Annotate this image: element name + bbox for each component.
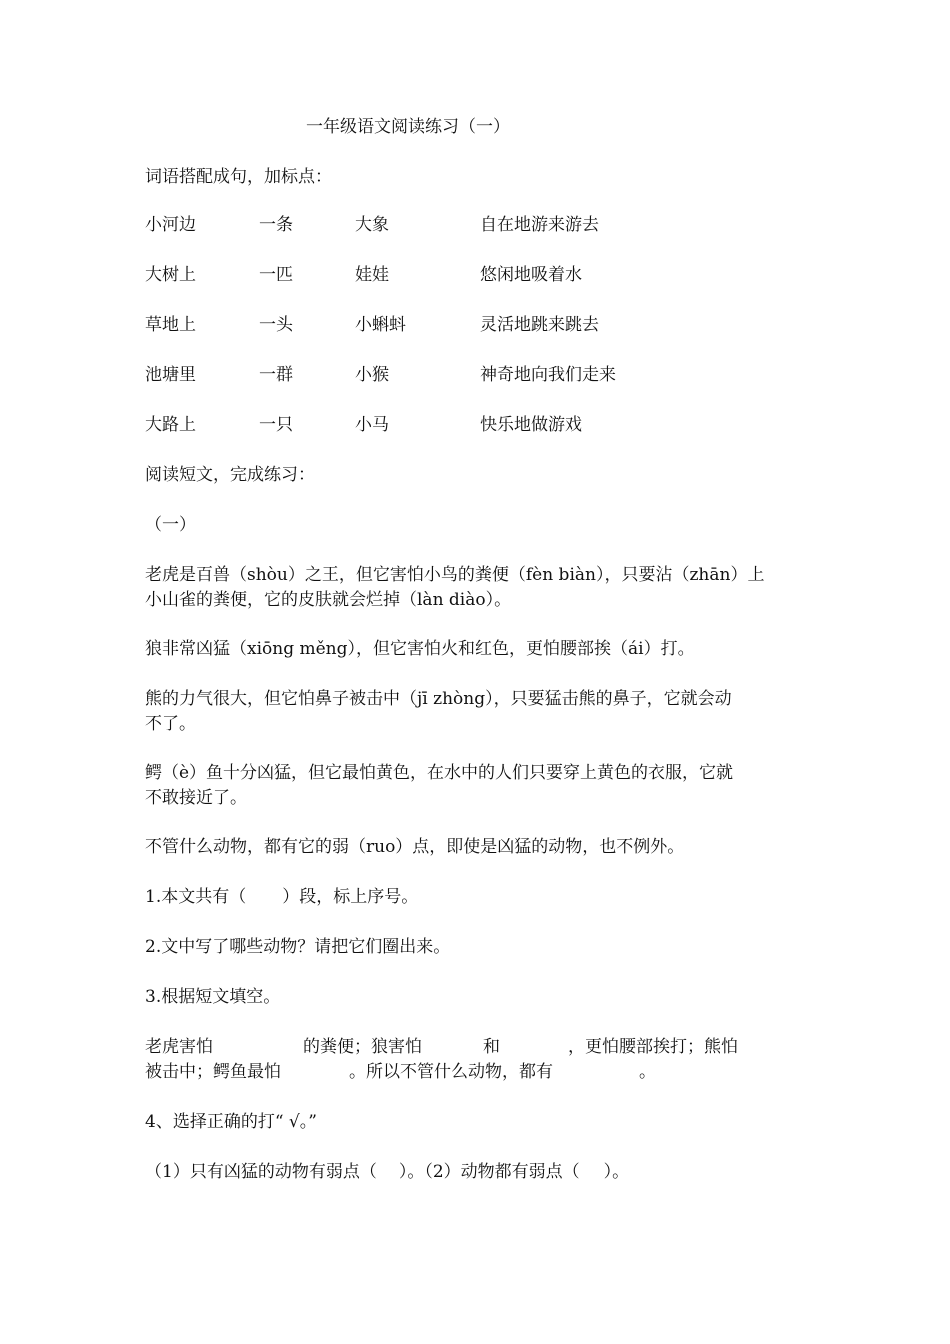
paragraph-line: 狼非常凶猛（xiōng měng），但它害怕火和红色，更怕腰部挨（ái）打。 <box>145 639 695 659</box>
fill-text: ，更怕腰部挨打；熊怕 <box>568 1037 738 1057</box>
passage-paragraph <box>145 687 810 737</box>
question-3: 3.根据短文填空。 <box>145 987 281 1007</box>
section2-instruction: 阅读短文，完成练习： <box>145 465 315 485</box>
page-title: 一年级语文阅读练习（一） <box>306 117 510 137</box>
paragraph-line: 鳄（è）鱼十分凶猛，但它最怕黄色，在水中的人们只要穿上黄色的衣服，它就 <box>145 763 734 783</box>
match-action: 神奇地向我们走来 <box>480 365 616 385</box>
fill-line <box>145 1060 810 1085</box>
match-animal: 小蝌蚪 <box>355 315 406 335</box>
match-action: 快乐地做游戏 <box>480 415 582 435</box>
paragraph-line: 不了。 <box>145 714 196 734</box>
fill-text: 。 <box>639 1062 656 1082</box>
fill-in-blanks <box>145 1035 810 1085</box>
match-place: 大树上 <box>145 265 196 285</box>
paragraph-line: 不敢接近了。 <box>145 788 247 808</box>
option-text: ）。 <box>398 1162 425 1182</box>
fill-text: 和 <box>483 1037 500 1057</box>
match-place: 草地上 <box>145 315 196 335</box>
match-place: 池塘里 <box>145 365 196 385</box>
section1-instruction: 词语搭配成句，加标点： <box>145 167 332 187</box>
paragraph-line: 熊的力气很大，但它怕鼻子被击中（jī zhòng），只要猛击熊的鼻子，它就会动 <box>145 689 732 709</box>
match-measure: 一条 <box>259 215 293 235</box>
option-text: （2）动物都有弱点（ <box>424 1162 580 1182</box>
question-text: 1.本文共有（ <box>145 887 247 907</box>
match-measure: 一头 <box>259 315 293 335</box>
paragraph-line: 老虎是百兽（shòu）之王，但它害怕小鸟的粪便（fèn biàn），只要沾（zhān）上 <box>145 565 765 585</box>
fill-line <box>145 1035 810 1060</box>
paragraph-line: 不管什么动物，都有它的弱（ruo）点，即使是凶猛的动物，也不例外。 <box>145 837 685 857</box>
match-place: 大路上 <box>145 415 196 435</box>
match-measure: 一只 <box>259 415 293 435</box>
match-animal: 小猴 <box>355 365 389 385</box>
match-place: 小河边 <box>145 215 196 235</box>
fill-text: 被击中；鳄鱼最怕 <box>145 1062 281 1082</box>
option-text: ）。 <box>603 1162 630 1182</box>
question-4: 4、选择正确的打“ √。” <box>145 1112 317 1132</box>
fill-text: 。所以不管什么动物，都有 <box>349 1062 553 1082</box>
question-1 <box>145 885 418 910</box>
question-2: 2.文中写了哪些动物？请把它们圈出来。 <box>145 937 451 957</box>
passage-paragraph <box>145 563 810 613</box>
fill-text: 的粪便；狼害怕 <box>303 1037 422 1057</box>
match-measure: 一群 <box>259 365 293 385</box>
fill-text: 老虎害怕 <box>145 1037 213 1057</box>
match-action: 灵活地跳来跳去 <box>480 315 599 335</box>
passage-label: （一） <box>145 515 196 535</box>
match-action: 悠闲地吸着水 <box>480 265 582 285</box>
paragraph-line: 小山雀的粪便，它的皮肤就会烂掉（làn diào）。 <box>145 590 512 610</box>
match-animal: 小马 <box>355 415 389 435</box>
match-animal: 大象 <box>355 215 389 235</box>
option-text: （1）只有凶猛的动物有弱点（ <box>145 1162 377 1182</box>
match-animal: 娃娃 <box>355 265 389 285</box>
passage-paragraph <box>145 835 810 860</box>
match-measure: 一匹 <box>259 265 293 285</box>
passage-paragraph <box>145 761 810 811</box>
question-4-options <box>145 1160 629 1185</box>
match-action: 自在地游来游去 <box>480 215 599 235</box>
question-text: ）段，标上序号。 <box>282 887 419 907</box>
passage-paragraph <box>145 637 810 662</box>
